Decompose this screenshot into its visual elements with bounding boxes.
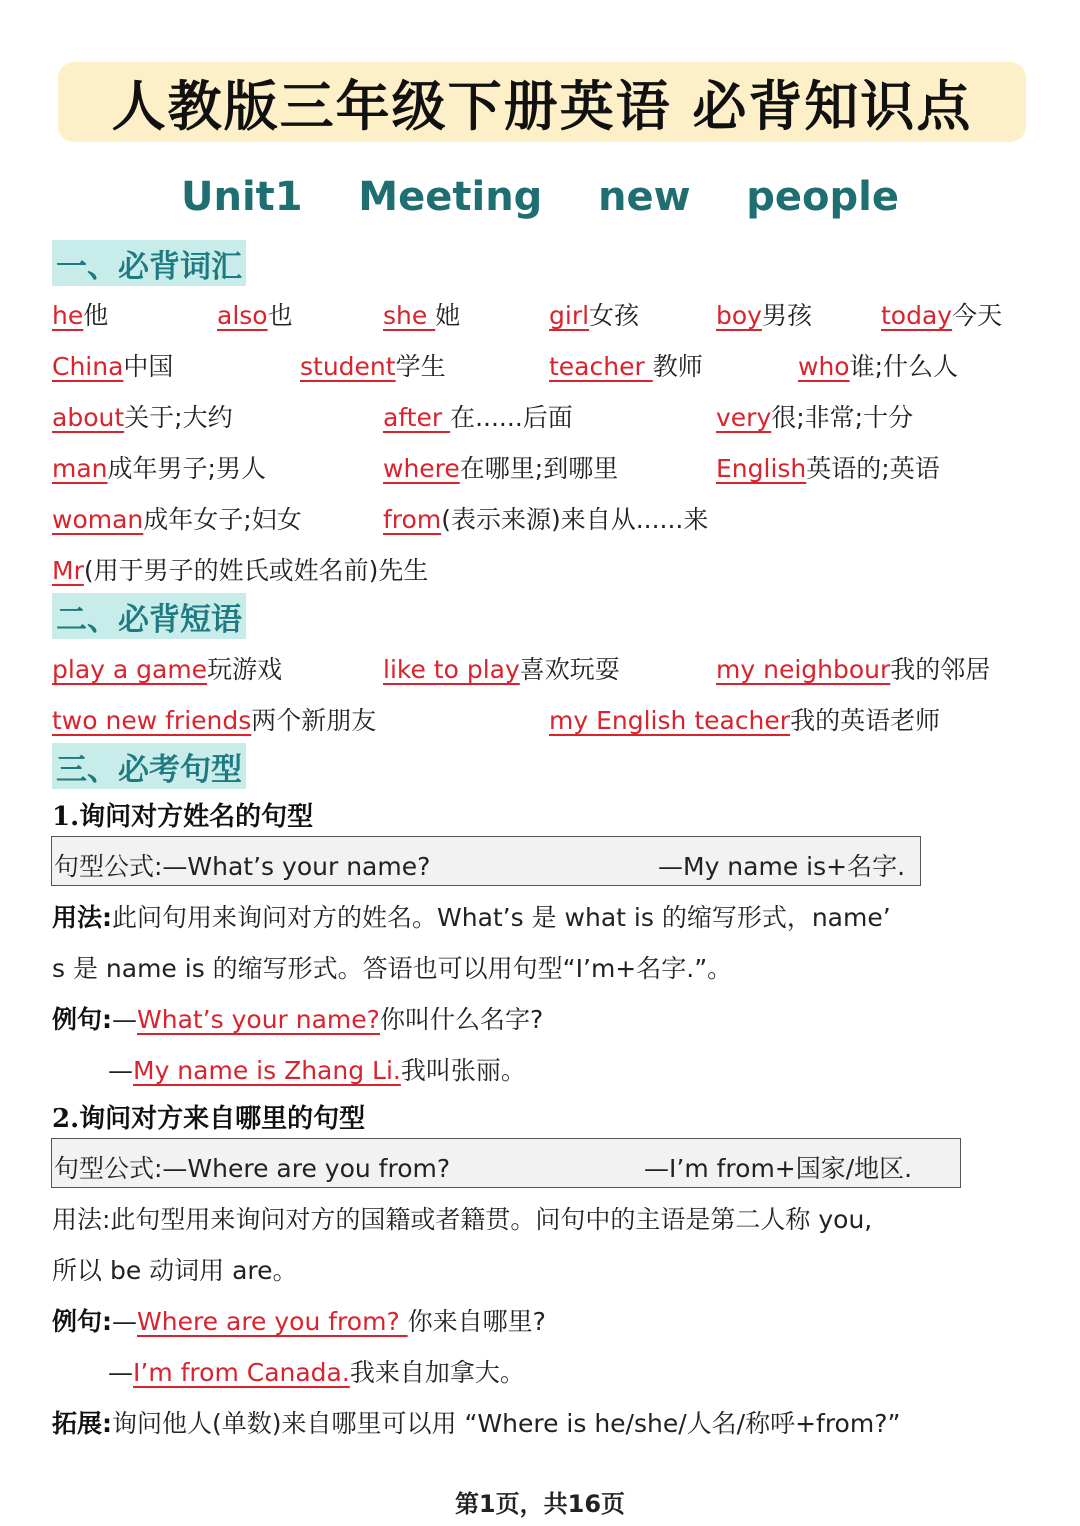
vocab-item: China中国 xyxy=(52,352,174,381)
pattern-2-extension: 拓展:询问他人(单数)来自哪里可以用 “Where is he/she/人名/称呼+from?” xyxy=(52,1409,901,1438)
pattern-2-heading: 2.询问对方来自哪里的句型 xyxy=(52,1104,366,1134)
title-banner xyxy=(58,62,1026,142)
formula-answer: —I’m from+国家/地区. xyxy=(644,1154,913,1183)
vocab-item: about关于;大约 xyxy=(52,403,233,432)
phrase-item: my English teacher我的英语老师 xyxy=(549,706,941,735)
vocab-item: after 在......后面 xyxy=(383,403,573,432)
phrase-item: like to play喜欢玩耍 xyxy=(383,655,620,684)
vocab-item: teacher 教师 xyxy=(549,352,703,381)
vocab-item: who谁;什么人 xyxy=(798,352,959,381)
formula-answer: —My name is+名字. xyxy=(658,852,906,881)
page-footer: 第1页，共16页 xyxy=(454,1490,626,1518)
vocab-item: Mr(用于男子的姓氏或姓名前)先生 xyxy=(52,556,429,585)
vocab-item: girl女孩 xyxy=(549,301,640,330)
pattern-1-example-question: 例句:—What’s your name?你叫什么名字? xyxy=(52,1005,544,1034)
vocab-item: where在哪里;到哪里 xyxy=(383,454,619,483)
phrase-item: my neighbour我的邻居 xyxy=(716,655,991,684)
section-phrases-heading: 二、必背短语 xyxy=(52,593,246,639)
pattern-2-example-answer: —I’m from Canada.我来自加拿大。 xyxy=(108,1358,525,1387)
vocab-item: boy男孩 xyxy=(716,301,812,330)
pattern-1-usage-line-2: s 是 name is 的缩写形式。答语也可以用句型“I’m+名字.”。 xyxy=(52,954,733,983)
pattern-1-usage-line-1: 用法:此问句用来询问对方的姓名。What’s 是 what is 的缩写形式，name’ xyxy=(52,903,891,932)
phrase-item: two new friends两个新朋友 xyxy=(52,706,377,735)
vocab-item: he他 xyxy=(52,301,109,330)
page-title: 人教版三年级下册英语 必背知识点 xyxy=(111,73,973,138)
vocab-item: today今天 xyxy=(881,301,1003,330)
phrase-item: play a game玩游戏 xyxy=(52,655,283,684)
unit-title: Unit1 Meeting new people xyxy=(180,174,899,220)
formula-question: 句型公式:—What’s your name? xyxy=(54,852,431,881)
section-sentences-heading: 三、必考句型 xyxy=(52,743,246,789)
vocab-item: English英语的;英语 xyxy=(716,454,940,483)
vocab-item: very很;非常;十分 xyxy=(716,403,914,432)
formula-question: 句型公式:—Where are you from? xyxy=(54,1154,451,1183)
vocab-item: she 她 xyxy=(383,301,461,330)
pattern-2-formula-box xyxy=(51,1138,961,1188)
vocab-item: man成年男子;男人 xyxy=(52,454,266,483)
pattern-1-example-answer: —My name is Zhang Li.我叫张丽。 xyxy=(108,1056,526,1085)
vocab-item: from(表示来源)来自从......来 xyxy=(383,505,709,534)
vocab-item: also也 xyxy=(217,301,293,330)
pattern-2-usage-line-2: 所以 be 动词用 are。 xyxy=(52,1256,298,1285)
pattern-1-formula-box xyxy=(51,836,921,886)
vocab-item: woman成年女子;妇女 xyxy=(52,505,302,534)
pattern-2-usage-line-1: 用法:此句型用来询问对方的国籍或者籍贯。问句中的主语是第二人称 you, xyxy=(52,1205,873,1234)
pattern-1-heading: 1.询问对方姓名的句型 xyxy=(52,802,314,832)
vocab-item: student学生 xyxy=(300,352,446,381)
pattern-2-example-question: 例句:—Where are you from? 你来自哪里? xyxy=(52,1307,546,1336)
section-vocab-heading: 一、必背词汇 xyxy=(52,240,246,286)
